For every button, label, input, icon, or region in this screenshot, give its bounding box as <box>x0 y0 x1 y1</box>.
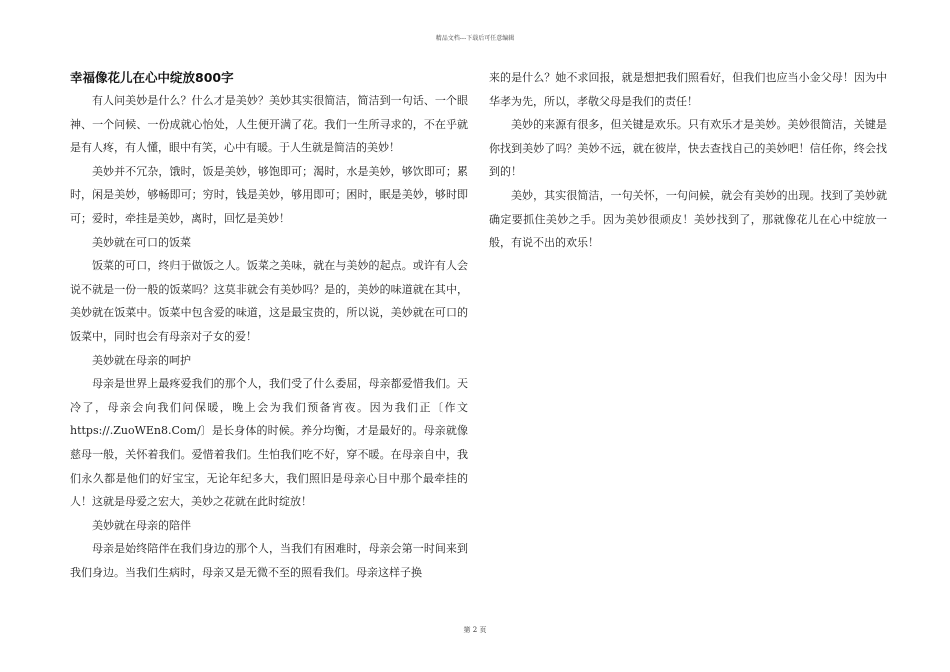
paragraph: 美妙，其实很简洁，一句关怀，一句问候，就会有美妙的出现。找到了美妙就确定要抓住美妙之手。因为美妙很顽皮！美妙找到了，那就像花儿在心中绽放一般，有说不出的欢乐！ <box>489 188 887 250</box>
article-title: 幸福像花儿在心中绽放800字 <box>70 70 234 85</box>
section-heading: 美妙就在母亲的呵护 <box>92 353 191 367</box>
section-heading: 美妙就在母亲的陪伴 <box>92 518 191 532</box>
paragraph: 母亲是始终陪伴在我们身边的那个人，当我们有困难时，母亲会第一时间来到我们身边。当我们生病时，母亲又是无微不至的照看我们。母亲这样子换 <box>70 542 468 579</box>
page-header-note: 精品文档---下载后可任意编辑 <box>435 35 515 42</box>
page-number: 第 2 页 <box>463 626 487 634</box>
right-column <box>489 66 887 255</box>
paragraph-continued: 来的是什么？她不求回报，就是想把我们照看好，但我们也应当小金父母！因为中华孝为先，所以，孝敬父母是我们的责任！ <box>489 71 887 108</box>
paragraph: 美妙的来源有很多，但关键是欢乐。只有欢乐才是美妙。美妙很简洁，关键是你找到美妙了吗？美妙不远，就在彼岸，快去查找自己的美妙吧！信任你，终会找到的！ <box>489 118 887 179</box>
section-heading: 美妙就在可口的饭菜 <box>92 235 191 249</box>
paragraph: 饭菜的可口，终归于做饭之人。饭菜之美味，就在与美妙的起点。或许有人会说不就是一份一般的饭菜吗？这莫非就会有美妙吗？是的，美妙的味道就在其中，美妙就在饭菜中。饭菜中包含爱的味道，这是最宝贵的，所以说，美妙就在可口的饭菜中，同时也会有母亲对子女的爱！ <box>70 259 468 343</box>
paragraph: 美妙并不冗杂，饿时，饭是美妙，够饱即可；渴时，水是美妙，够饮即可；累时，闲是美妙，够畅即可；穷时，钱是美妙，够用即可；困时，眠是美妙，够时即可；爱时，牵挂是美妙，离时，回忆是美妙！ <box>70 164 468 225</box>
paragraph: 母亲是世界上最疼爱我们的那个人，我们受了什么委屈，母亲都爱惜我们。天冷了，母亲会向我们问保暖，晚上会为我们预备宵夜。因为我们正〔作文https://.ZuoWEn8.Com/〕是长身体的时候。养分均衡，才是最好的。母亲就像慈母一般，关怀着我们。爱惜着我们。生怕我们吃不好，穿不暖。在母亲自中，我们永久都是他们的好宝宝，无论年纪多大，我们照旧是母亲心目中那个最牵挂的人！这就是母爱之宏大，美妙之花就在此时绽放！ <box>70 377 468 509</box>
left-column <box>70 66 468 584</box>
paragraph: 有人问美妙是什么？什么才是美妙？美妙其实很简洁，简洁到一句话、一个眼神、一个问候、一份成就心怡处，人生便开满了花。我们一生所寻求的，不在乎就是有人疼，有人懂，眼中有笑，心中有暖。于人生就是简洁的美妙！ <box>70 94 468 155</box>
